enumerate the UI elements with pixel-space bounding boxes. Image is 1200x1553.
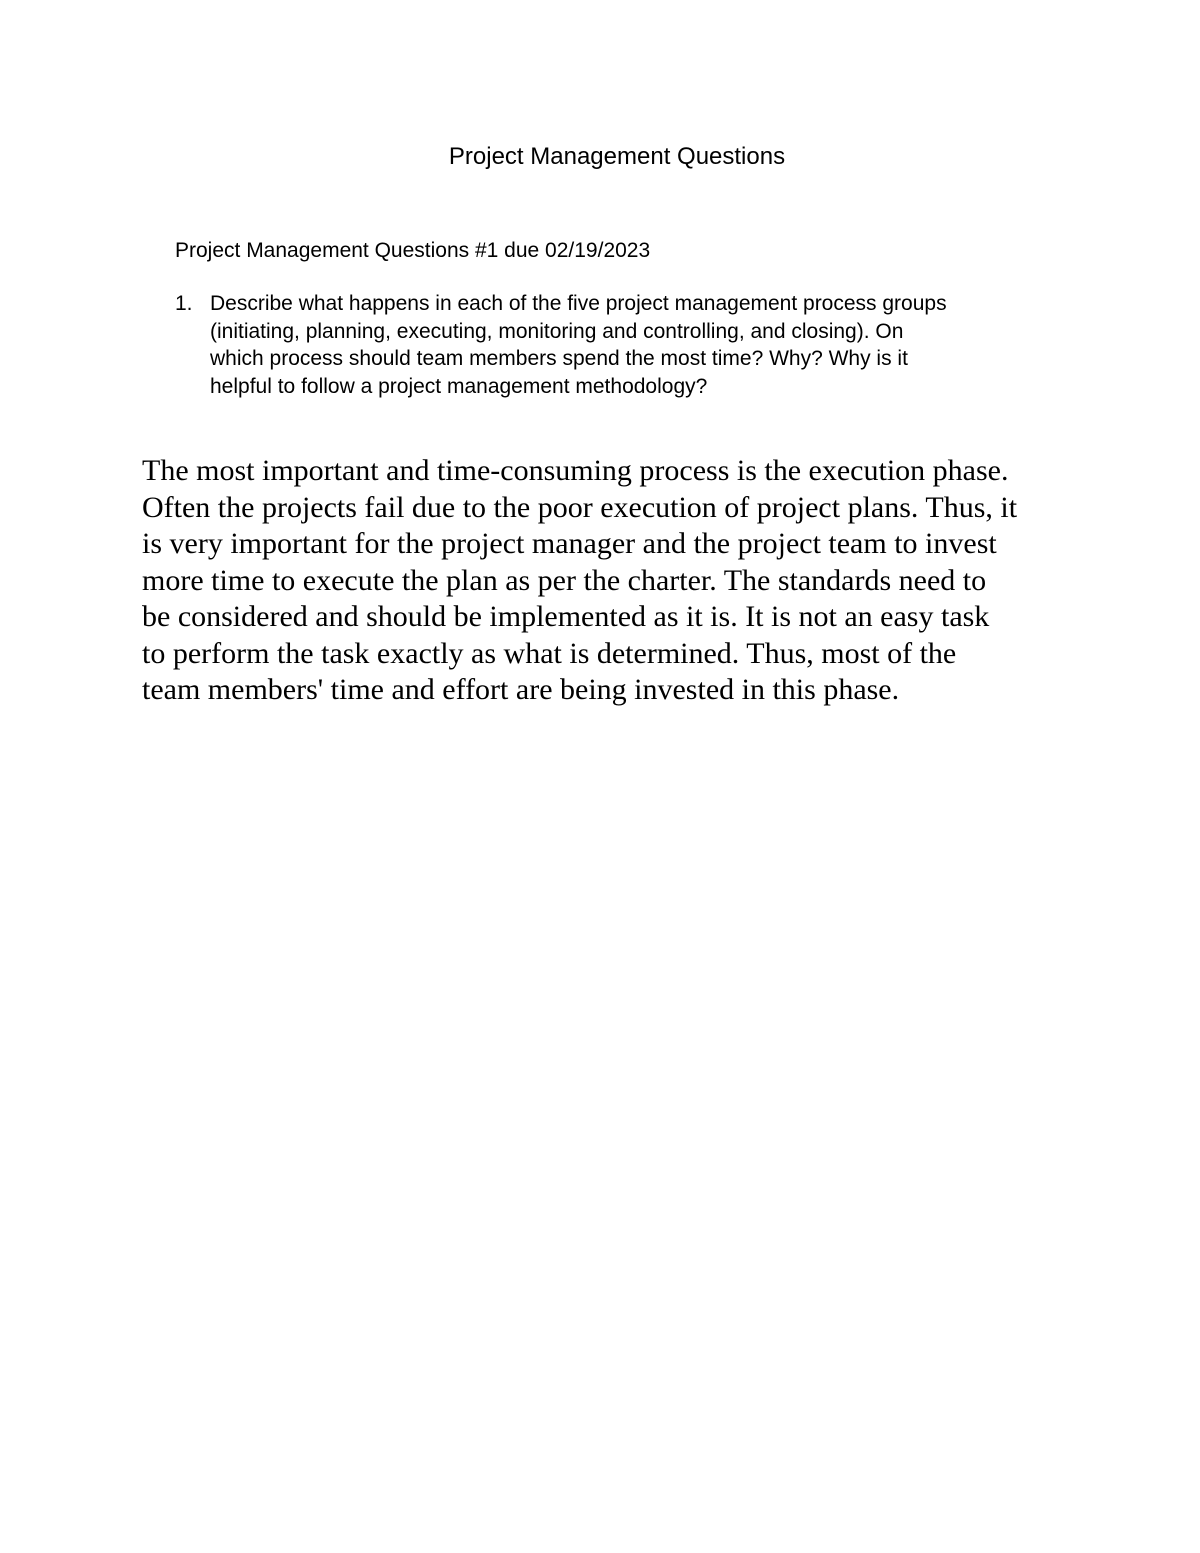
answer-line: Often the projects fail due to the poor execution of project plans. Thus, it xyxy=(142,490,1018,524)
answer-line: is very important for the project manager and the project team to invest xyxy=(142,527,997,560)
question-line: which process should team members spend the most time? Why? Why is it xyxy=(210,347,908,370)
answer-line: be considered and should be implemented as it is. It is not an easy task xyxy=(142,600,990,633)
question-text xyxy=(210,290,1075,400)
question-line: helpful to follow a project management methodology? xyxy=(210,374,708,398)
question-line: Describe what happens in each of the five project management process groups xyxy=(210,292,947,315)
answer-line: team members' time and effort are being invested in this phase. xyxy=(142,673,900,706)
page-title: Project Management Questions xyxy=(448,143,786,170)
question-number: 1. xyxy=(175,292,193,315)
question-item xyxy=(175,290,1075,400)
assignment-subtitle: Project Management Questions #1 due 02/19/2023 xyxy=(175,239,651,262)
answer-line: to perform the task exactly as what is determined. Thus, most of the xyxy=(142,636,957,670)
question-line: (initiating, planning, executing, monitoring and controlling, and closing). On xyxy=(210,319,904,343)
answer-line: The most important and time-consuming process is the execution phase. xyxy=(142,454,1009,487)
answer-line: more time to execute the plan as per the charter. The standards need to xyxy=(142,563,987,597)
answer-paragraph xyxy=(142,453,1082,709)
